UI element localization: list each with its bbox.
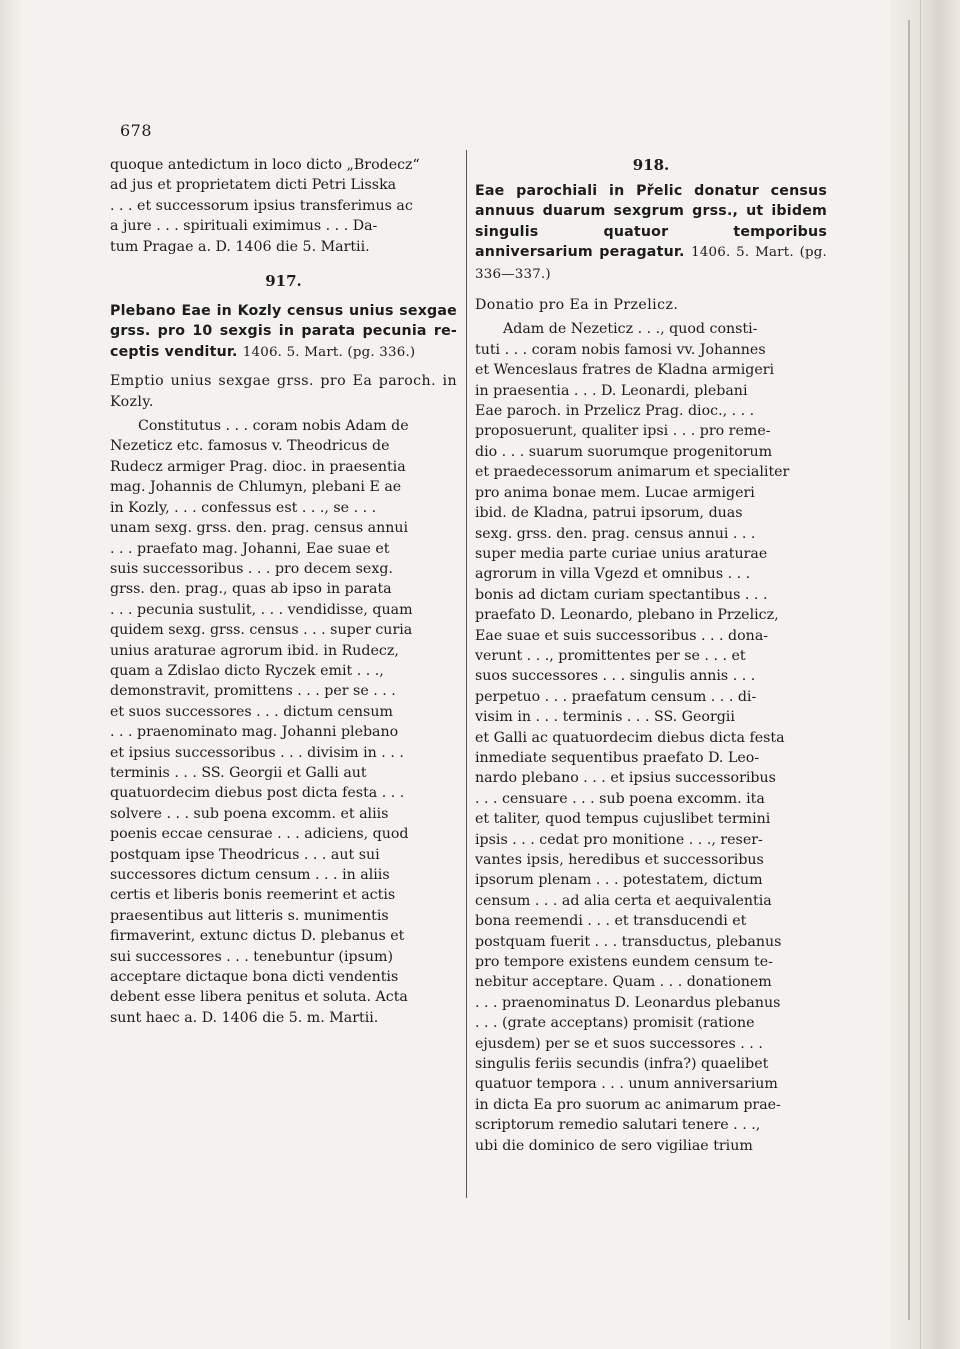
entry-number-918: 918. bbox=[632, 156, 670, 174]
entry-918-body: Adam de Nezeticz . . ., quod consti- tuti . . . coram nobis famosi vv. Johannes et Wenceslaus fratres de Kladna armigeri in praesentia . . . D. Leonardi, plebani Eae paroch. in Przelicz Prag. dioc., . . . proposuerunt, qualiter ipsi . . . pro reme- dio . . . suarum suorumque progenitorum et praedecessorum animarum et specialiter pro anima bonae mem. Lucae armigeri ibid. de Kladna, patrui ipsorum, duas sexg. grss. den. prag. census annui . . . super media parte curiae unius araturae agrorum in villa Vgezd et omnibus . . . bonis ad dictam curiam spectantibus . . . praefato D. Leonardo, plebano in Przelicz, Eae suae et suis successoribus . . . dona- verunt . . ., promittentes per se . . . et suos successores . . . singulis annis . . . perpetuo . . . praefatum censum . . . di- visim in . . . terminis . . . SS. Georgii et Galli ac quatuordecim diebus dicta festa inmediate sequentibus praefato D. Leo- nardo plebano . . . et ipsius successoribus . . . censuare . . . sub poena excomm. ita et taliter, quod tempus cujuslibet termini ipsis . . . cedat pro monitione . . ., reser- vantes ipsis, heredibus et successoribus ipsorum plenam . . . potestatem, dictum censum . . . ad alia certa et aequivalentia bona reemendi . . . et transducendi et postquam fuerit . . . transductus, plebanus pro tempore existens eundem censum te- nebitur acceptare. Quam . . . donationem . . . praenominatus D. Leonardus plebanus . . . (grate acceptans) promisit (ratione ejusdem) per se et suos successores . . . singulis feriis secundis (infra?) quaelibet quatuor tempora . . . unum anniversarium in dicta Ea pro suorum ac animarum prae- scriptorum remedio salutari tenere . . ., ubi die dominico de sero vigiliae trium bbox=[475, 321, 790, 1154]
entry-917-body: Constitutus . . . coram nobis Adam de Nezeticz etc. famosus v. Theodricus de Rudecz armiger Prag. dioc. in praesentia mag. Johannis de Chlumyn, plebani E ae in Kozly, . . . confessus est . . ., se . . . unam sexg. grss. den. prag. census annui . . . praefato mag. Johanni, Eae suae et suis successoribus . . . pro decem sexg. grss. den. prag., quas ab ipso in parata . . . pecunia sustulit, . . . vendidisse, quam quidem sexg. grss. census . . . super curia unius araturae agrorum ibid. in Rudecz, quam a Zdislao dicto Ryczek emit . . ., demonstravit, promittens . . . per se . . . et suos successores . . . dictum censum . . . praenominato mag. Johanni plebano et ipsius successoribus . . . divisim in . . . terminis . . . SS. Georgii et Galli aut quatuordecim diebus post dicta festa . . . solvere . . . sub poena excomm. et aliis poenis eccae censurae . . . adiciens, quod postquam ipse Theodricus . . . aut sui successores dictum censum . . . in aliis certis et liberis bonis reemerint et actis praesentibus aut litteris s. munimentis firmaverint, extunc dictus D. plebanus et sui successores . . . tenebuntur (ipsum) acceptare dictaque bona dicti vendentis debent esse libera penitus et soluta. Acta sunt haec a. D. 1406 die 5. m. Martii. bbox=[110, 418, 413, 1026]
page-number: 678 bbox=[120, 121, 153, 140]
entry-917-heading-text: Plebano Eae in Kozly census unius sexgae grss. pro 10 sexgis in parata pecunia re- ceptis venditur. bbox=[110, 303, 457, 360]
left-column bbox=[110, 155, 457, 1028]
scan-binding-edge bbox=[890, 0, 960, 1349]
left-continuation-text: quoque antedictum in loco dicto „Brodecz“ ad jus et proprietatem dicti Petri Lisska . . . et successorum ipsius transferimus ac a jure . . . spirituali eximimus . . . Da- tum Pragae a. D. 1406 die 5. Martii. bbox=[110, 157, 420, 255]
entry-917-date: 1406. 5. Mart. (pg. 336.) bbox=[242, 344, 416, 360]
column-divider bbox=[466, 150, 467, 1198]
entry-917-summary: Emptio unius sexgae grss. pro Ea paroch. in Kozly. bbox=[110, 373, 457, 410]
entry-918-summary: Donatio pro Ea in Przelicz. bbox=[475, 297, 679, 314]
right-column bbox=[475, 155, 827, 1156]
entry-918-date: 1406. 5. Mart. (pg. 336—337.) bbox=[475, 245, 827, 282]
scan-left-margin bbox=[0, 0, 22, 1349]
entry-918-heading bbox=[475, 181, 827, 285]
entry-917-heading bbox=[110, 301, 457, 363]
entry-918-heading-text: Eae parochiali in Přelic donatur census annuus duarum sexgrum grss., ut ibidem singulis quatuor temporibus anniversarium peragatur. bbox=[475, 183, 827, 261]
entry-number-917: 917. bbox=[265, 272, 302, 291]
